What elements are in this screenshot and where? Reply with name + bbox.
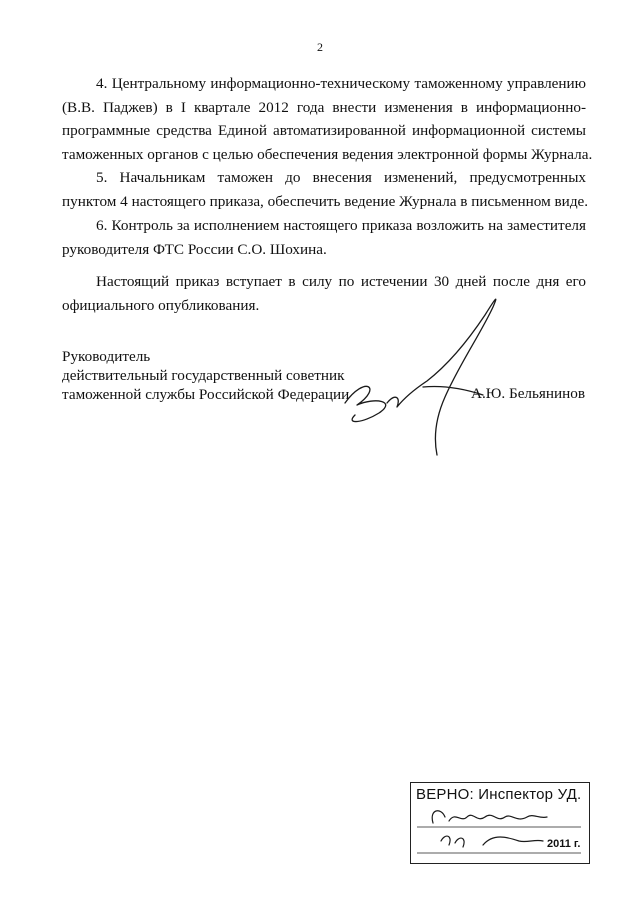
position-line-1: Руководитель bbox=[62, 348, 151, 365]
position-line-2: действительный государственный советник bbox=[62, 367, 345, 384]
paragraph-4-line-3: программные средства Единой автоматизированной информационной системы bbox=[62, 122, 586, 139]
stamp-year: 2011 г. bbox=[547, 838, 581, 850]
page-number: 2 bbox=[317, 40, 323, 54]
stamp-handwriting bbox=[411, 783, 589, 863]
paragraph-4 bbox=[62, 72, 593, 166]
stamp-title: ВЕРНО: Инспектор УД. bbox=[416, 786, 582, 803]
paragraph-6-line-1: 6. Контроль за исполнением настоящего приказа возложить на заместителя bbox=[96, 217, 586, 234]
paragraph-5-line-2: пунктом 4 настоящего приказа, обеспечить ведение Журнала в письменном виде. bbox=[62, 192, 589, 210]
signer-name: А.Ю. Бельянинов bbox=[471, 385, 586, 402]
paragraph-4-line-1: 4. Центральному информационно-техническому таможенному управлению bbox=[96, 75, 586, 92]
handwritten-signature bbox=[335, 285, 515, 465]
effective-date-line-1: Настоящий приказ вступает в силу по истечении 30 дней после дня его bbox=[96, 273, 586, 290]
paragraph-4-line-4: таможенных органов с целью обеспечения ведения электронной формы Журнала. bbox=[62, 145, 593, 163]
paragraph-6-line-2: руководителя ФТС России С.О. Шохина. bbox=[62, 240, 327, 258]
position-line-3: таможенной службы Российской Федерации bbox=[62, 386, 350, 403]
certification-stamp bbox=[410, 782, 590, 864]
effective-date-line-2: официального опубликования. bbox=[62, 296, 260, 314]
paragraph-4-line-2: (В.В. Паджев) в I квартале 2012 года внести изменения в информационно- bbox=[62, 98, 586, 116]
paragraph-5-line-1: 5. Начальникам таможен до внесения изменений, предусмотренных bbox=[96, 169, 586, 186]
paragraph-5 bbox=[62, 166, 589, 213]
paragraph-6 bbox=[62, 214, 586, 261]
signatory-position bbox=[62, 347, 349, 404]
